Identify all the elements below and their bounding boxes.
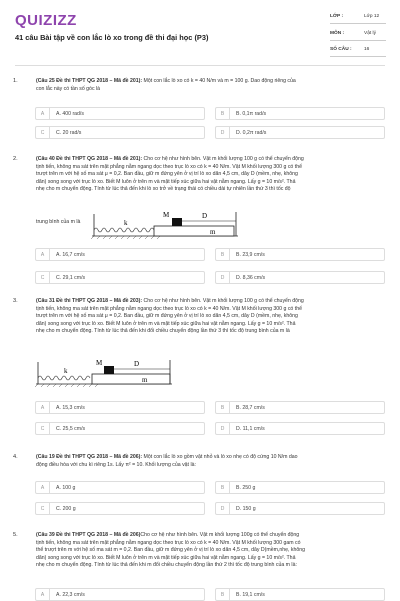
option-b[interactable]: B B. 0,1π rad/s [215,107,385,120]
question-text: (Câu 31 Đề thi THPT QG 2018 – Mã đề 203): Cho cơ hệ như hình bên. Vật m khối lượng 100 g có thể chuyển động tịnh tiến, không ma sát trên mặt phẳng nằm ngang dọc theo trục lò xo có k = 40 N/m. Vật M khối lượng 300 g có thể trượt trên m với hệ số ma sát μ = 0,2. Ban đầu, giữ m đứng yên ở vị trí lò xo dãn 4,5 cm, dây D (mềm, nhẹ, không dãn) song song với trục lò xo. Biết M luôn ở trên m và mặt tiếp xúc giữa hai vật nằm ngang. Lấy g = 10 m/s². Thả nhẹ cho m chuyển động. Tính từ lúc thả đến khi đổi chiều chuyển động lần thứ 3 thì tốc độ trung bình của m là [36,298,304,335]
option-b[interactable]: B B. 19,1 cm/s [215,588,385,601]
option-b[interactable]: B B. 23,9 cm/s [215,248,385,261]
option-d[interactable]: D D. 8,36 cm/s [215,271,385,284]
option-a[interactable]: A A. 22,3 cm/s [35,588,205,601]
spring-diagram [34,354,174,388]
svg-text:k: k [124,219,128,227]
svg-text:k: k [64,367,68,375]
question-text: (Câu 25 Đề thi THPT QG 2018 – Mã đề 201): Một con lắc lò xo có k = 40 N/m và m = 100 g. Dao động riêng của con lắc này có tần số góc là [36,78,296,92]
option-a[interactable]: A A. 16,7 cm/s [35,248,205,261]
svg-text:M: M [96,359,103,367]
quizizz-logo: QUIZIZZ [15,12,77,29]
option-d[interactable]: D D. 11,1 cm/s [215,422,385,435]
option-c[interactable]: C C. 29,1 cm/s [35,271,205,284]
spring-diagram [90,206,240,240]
option-c[interactable]: C C. 20 rad/s [35,126,205,139]
question-text: (Câu 40 Đề thi THPT QG 2018 – Mã đề 201): Cho cơ hệ như hình bên. Vật m khối lượng 100 g có thể chuyển động tịnh tiến, không ma sát trên mặt phẳng nằm ngang dọc theo trục lò xo có k = 40 N/m. Vật M khối lượng 300 g có thể trượt trên m với hệ số ma sát μ = 0,2. Ban đầu, giữ m đứng yên ở vị trí lò xo dãn 4,5 cm, dây D (mềm, nhẹ, không dãn) song song với trục lò xo. Biết M luôn ở trên m và mặt tiếp xúc giữa hai vật nằm ngang. Lấy g = 10 m/s². Thả nhẹ cho m chuyển động. Tính từ lúc thả đến khi lò xo trở về trạng thái có chiều dài tự nhiên lần thứ 3 thì tốc độ [36,156,304,193]
question-text: (Câu 19 Đề thi THPT QG 2018 – Mã đề 206): Một con lắc lò xo gồm vật nhỏ và lò xo nhẹ có độ cứng 10 N/m dao động điều hòa với chu kì riêng 1s. Lấy π² = 10. Khối lượng của vật là: [36,454,298,468]
question-text: (Câu 39 Đề thi THPT QG 2018 – Mã đề 206)Cho cơ hệ như hình bên. Vật m khối lượng 100g có thể chuyển động tịnh tiến, không ma sát trên mặt phẳng nằm ngang dọc theo trục lò xo có k = 40 N/m. Vật M khối lượng 300 gam có thể trượt trên m với hệ số ma sát m = 0,2. Ban đầu, giữ m đứng yên ở vị trí lò xo dãn 4,5 cm, dây D(mềm,nhẹ, không dãn) song song với trục lò xo. Biết M luôn ở trên m và mặt tiếp xúc giữa hai vật nằm ngang. Lấy g = 10 m/s². Thả nhẹ cho m chuyển động. Tính từ lúc thả đến khi m đổi chiều chuyển động lần thứ 2 thì tốc độ trung bình của m là: [36,532,306,569]
svg-text:D: D [202,212,208,220]
option-a[interactable]: A A. 15,3 cm/s [35,401,205,414]
svg-text:m: m [210,228,216,236]
option-d[interactable]: D D. 150 g [215,502,385,515]
option-c[interactable]: C C. 200 g [35,502,205,515]
svg-text:m: m [142,376,148,384]
svg-text:D: D [134,360,140,368]
option-a[interactable]: A A. 400 rad/s [35,107,205,120]
option-c[interactable]: C C. 25,5 cm/s [35,422,205,435]
header: QUIZIZZ 41 câu Bài tập về con lắc lò xo trong đề thi đại học (P3) LỚP : Lớp 12 MÔN : Vật lý SỐ CÂU : 16 [0,0,400,62]
option-b[interactable]: B B. 250 g [215,481,385,494]
option-d[interactable]: D D. 0,2π rad/s [215,126,385,139]
header-divider [15,65,385,66]
page-title: 41 câu Bài tập về con lắc lò xo trong đề thi đại học (P3) [15,33,209,42]
option-a[interactable]: A A. 100 g [35,481,205,494]
option-b[interactable]: B B. 28,7 cm/s [215,401,385,414]
svg-text:M: M [163,211,170,219]
